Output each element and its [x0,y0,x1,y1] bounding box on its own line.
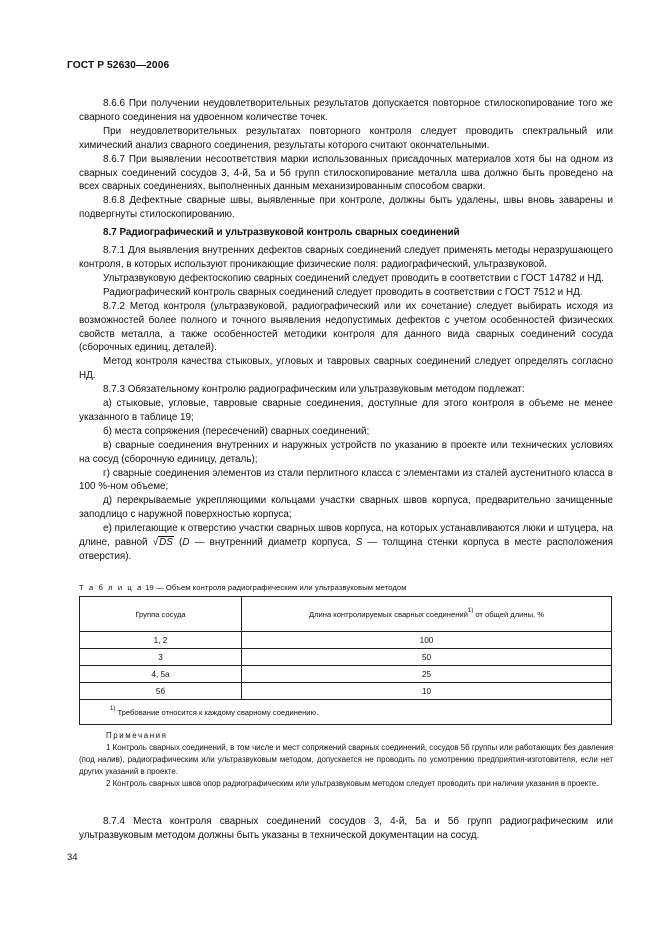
paragraph: Метод контроля качества стыковых, угловых и тавровых сварных соединений следует определять согласно НД. [79,356,613,382]
paragraph-8-6-7: 8.6.7 При выявлении несоответствия марки использованных присадочных материалов хотя бы на одном из сварных соединений сосудов 3, 4-й, 5а и 5б групп стилоскопирование металла шва должно быть проведено на всех сварных соединениях, выполненных данным механизированным способом сварки. [79,153,613,193]
table-footnote-row [80,700,612,725]
list-item-e-end: — толщина стенки корпуса в месте расположения отверстия). [79,537,613,562]
list-item-d: д) перекрываемые укрепляющими кольцами участки сварных швов корпуса, предварительно зачищенные заподлицо с наружной поверхностью корпуса; [79,495,613,521]
section-heading-8-7: 8.7 Радиографический и ультразвуковой контроль сварных соединений [103,227,460,239]
paragraph: Радиографический контроль сварных соединений следует проводить в соответствии с ГОСТ 7512 и НД. [103,286,583,298]
cell-length: 25 [242,666,612,683]
notes [79,730,613,790]
caption-text: 19 — Объем контроля радиографическим или ультразвуковым методом [142,583,407,592]
final-text [79,815,613,843]
cell-length: 10 [242,683,612,700]
document-header: ГОСТ Р 52630—2006 [67,60,170,71]
paragraph-8-7-2: 8.7.2 Метод контроля (ультразвуковой, радиографический или их сочетание) следует выбирать исходя из возможностей более полного и точного выявления недопустимых дефектов с учетом особенностей физических свойств металла, а также особенностей методики контроля для данного вида сварных соединений сосуда (сборочных единиц, деталей). [79,300,613,354]
sqrt-radicand: DS [159,537,173,549]
paragraph-8-7-4: 8.7.4 Места контроля сварных соединений сосудов 3, 4-й, 5а и 5б групп радиографическим или ультразвуковым методом должны быть указаны в технической документации на сосуд. [79,816,613,841]
table-19 [79,596,612,725]
cell-group: 5б [80,683,242,700]
page-number: 34 [67,852,78,863]
list-item-e-text: е) прилегающие к отверстию участки сварных швов корпуса, на которых устанавливаются люки и штуцера, на длине, равной [79,523,613,549]
column-header-length-tail: от общей длины, % [473,609,545,619]
paragraph-8-6-6: 8.6.6 При получении неудовлетворительных результатов допускается повторное стилоскопирование того же сварного соединения на удвоенном количестве точек. [79,98,613,123]
notes-title: Примечания [106,731,168,740]
column-header-length-text: Длина контролируемых сварных соединений [308,609,468,619]
cell-group: 1, 2 [80,632,242,649]
table-footnote [80,700,612,725]
cell-group: 4, 5а [80,666,242,683]
footnote-text: Требование относится к каждому сварному соединению. [115,707,319,717]
column-header-length [242,597,612,632]
symbol-s: S [355,537,363,549]
list-item-b: б) места сопряжения (пересечений) сварных соединений; [103,425,370,437]
paragraph-8-7-1: 8.7.1 Для выявления внутренних дефектов сварных соединений следует применять методы неразрушающего контроля, в которых используют проникающие физические поля: радиографический, ультразвуковой. [79,245,613,270]
sqrt-formula: √DS [152,537,173,549]
list-item-a: а) стыковые, угловые, тавровые сварные соединения, доступные для этого контроля в объеме не менее указанного в таблице 19; [79,398,613,423]
table-header-row [80,597,612,632]
cell-length: 100 [242,632,612,649]
list-item-g: г) сварные соединения элементов из стали перлитного класса с элементами из сталей аустенитного класса в 100 %-ном объеме; [79,467,613,493]
note-item: 1 Контроль сварных соединений, в том числе и мест сопряжений сварных соединений, сосудов 5б группы или работающих без давления (под налив), радиографическим или ультразвуковым методом, допускается не проводить по усмотрению предприятия-изготовителя, если нет других указаний в проекте. [79,743,613,776]
list-item-e-paren: ( [173,537,183,549]
cell-length: 50 [242,649,612,666]
paragraph-8-7-3: 8.7.3 Обязательному контролю радиографическим или ультразвуковым методом подлежат: [103,384,525,396]
column-header-group: Группа сосуда [80,597,242,632]
table-caption [79,583,407,592]
table-row [80,666,612,683]
symbol-d: D [182,537,190,549]
table-row [80,632,612,649]
note-item: 2 Контроль сварных швов опор радиографическим или ультразвуковым методом следует проводить при наличии указания в проекте. [106,779,599,788]
cell-group: 3 [80,649,242,666]
paragraph: При неудовлетворительных результатах повторного контроля следует проводить спектральный или химический анализ сварного соединения, результаты которого считают окончательными. [79,125,613,151]
body-text [79,97,613,564]
paragraph: Ультразвуковую дефектоскопию сварных соединений следует проводить в соответствии с ГОСТ 14782 и НД. [103,272,605,284]
list-item-v: в) сварные соединения внутренних и наружных устройств по указанию в проекте или технических условиях на сосуд (сборочную единицу, деталь); [79,439,613,465]
table-row [80,649,612,666]
paragraph-8-6-8: 8.6.8 Дефектные сварные швы, выявленные при контроле, должны быть удалены, швы вновь заварены и подвергнуты стилоскопированию. [79,195,613,221]
list-item-e-mid: — внутренний диаметр корпуса, [189,537,356,549]
caption-prefix: Т а б л и ц а [79,583,143,592]
list-item-e [79,522,613,564]
table-row [80,683,612,700]
footnote-mark: 1) [110,705,116,712]
footnote-ref: 1) [467,607,474,614]
